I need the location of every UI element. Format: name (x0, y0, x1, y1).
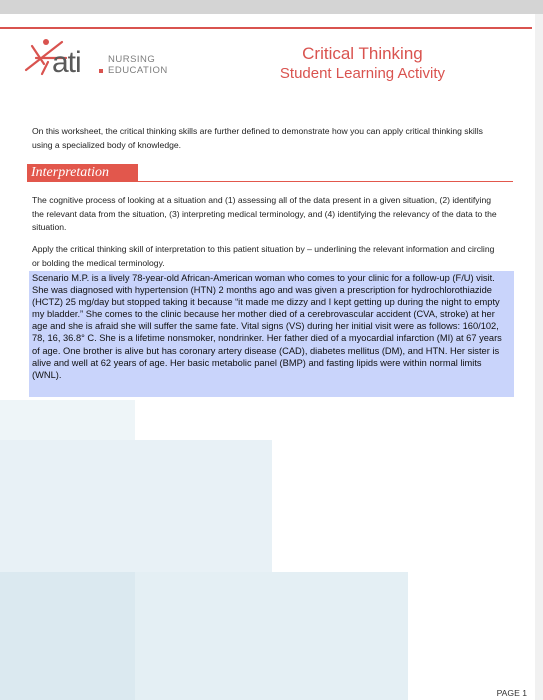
top-bar (0, 0, 543, 14)
page-title (280, 44, 445, 83)
page-number: PAGE 1 (496, 688, 527, 698)
title-line-2: Student Learning Activity (279, 65, 445, 82)
page-edge (535, 14, 543, 700)
instruction-text: Apply the critical thinking skill of interpretation to this patient situation by – underlining the relevant information and circling or bolding the medical terminology. (32, 244, 495, 268)
logo-text: ati (52, 46, 81, 79)
section-rule (27, 181, 513, 182)
header-rule (0, 27, 532, 29)
logo-subtitle (108, 54, 168, 76)
title-line-1: Critical Thinking (302, 44, 423, 63)
definition-text: The cognitive process of looking at a situation and (1) assessing all of the data present in a given situation, (2) identifying the relevant data from the situation, (3) interpreting medical terminology, and (4) identifying the relevancy of the data to the situation. (32, 195, 497, 232)
logo-sub-line: NURSING (108, 54, 156, 65)
background-block (0, 572, 135, 700)
logo-dot (99, 69, 103, 73)
scenario-text-selected[interactable]: Scenario M.P. is a lively 78-year-old African-American woman who comes to your clinic for a follow-up (F/U) visit. She was diagnosed with hypertension (HTN) 2 months ago and was given a prescription for hydrochlorothiazide (HCTZ) 25 mg/day but stopped taking it because “it made me dizzy and I kept getting up during the night to empty my bladder.” She comes to the clinic because her mother died of a cerebrovascular accident (CVA, stroke) at her age and she is afraid she will suffer the same fate. Vital signs (VS) during her initial visit were as follows: 160/102, 78, 16, 36.8° C. She is a lifetime nonsmoker, nondrinker. Her father died of a myocardial infarction (MI) at 67 years of age. One brother is alive but has coronary artery disease (CAD), diabetes mellitus (DM), and HTN. Her sister is alive and well at 62 years of age. Her basic metabolic panel (BMP) and fasting lipids were within normal limits (WNL). (29, 271, 514, 397)
intro-text: On this worksheet, the critical thinking skills are further defined to demonstrate how you can apply critical thinking skills using a specialized body of knowledge. (32, 126, 483, 150)
ati-logo (18, 36, 178, 84)
logo-sub-line: EDUCATION (108, 65, 168, 76)
section-heading: Interpretation (27, 164, 138, 182)
